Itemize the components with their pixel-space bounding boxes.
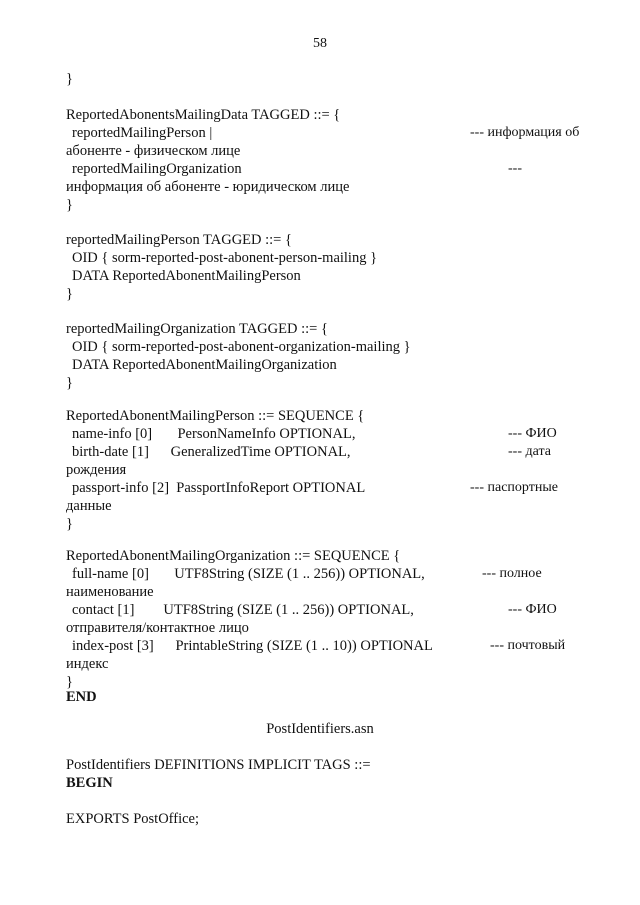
comment: --- информация об <box>470 125 580 140</box>
end-keyword: END <box>66 689 97 705</box>
comment-continuation: информация об абоненте - юридическом лице <box>66 179 350 195</box>
closing-brace: } <box>66 197 73 213</box>
closing-brace: } <box>66 286 73 302</box>
code-line: index-post [3] PrintableString (SIZE (1 .. 10)) OPTIONAL <box>72 638 433 654</box>
code-line: reportedMailingOrganization <box>72 161 242 177</box>
comment: --- <box>508 161 522 176</box>
code-line: full-name [0] UTF8String (SIZE (1 .. 256)) OPTIONAL, <box>72 566 425 582</box>
code-line: reportedMailingPerson | <box>72 125 213 141</box>
closing-brace: } <box>66 516 73 532</box>
comment-continuation: данные <box>66 498 112 514</box>
module-title: PostIdentifiers.asn <box>266 721 374 737</box>
type-definition-header: reportedMailingOrganization TAGGED ::= { <box>66 321 328 337</box>
code-line: OID { sorm-reported-post-abonent-person-mailing } <box>72 250 378 266</box>
code-line: OID { sorm-reported-post-abonent-organization-mailing } <box>72 339 411 355</box>
type-definition-header: reportedMailingPerson TAGGED ::= { <box>66 232 292 248</box>
comment: --- дата <box>508 444 551 459</box>
comment-continuation: абоненте - физическом лице <box>66 143 241 159</box>
code-line: contact [1] UTF8String (SIZE (1 .. 256)) OPTIONAL, <box>72 602 414 618</box>
closing-brace: } <box>66 674 73 690</box>
type-definition-header: ReportedAbonentsMailingData TAGGED ::= { <box>66 107 341 123</box>
comment: --- полное <box>482 566 542 581</box>
comment: --- паспортные <box>470 480 558 495</box>
comment-continuation: наименование <box>66 584 154 600</box>
code-line: DATA ReportedAbonentMailingPerson <box>72 268 301 284</box>
code-line: birth-date [1] GeneralizedTime OPTIONAL, <box>72 444 351 460</box>
begin-keyword: BEGIN <box>66 775 113 791</box>
comment: --- ФИО <box>508 426 557 441</box>
type-definition-header: ReportedAbonentMailingOrganization ::= SEQUENCE { <box>66 548 401 564</box>
page-number: 58 <box>313 36 327 51</box>
code-line: name-info [0] PersonNameInfo OPTIONAL, <box>72 426 356 442</box>
type-definition-header: ReportedAbonentMailingPerson ::= SEQUENCE { <box>66 408 365 424</box>
closing-brace: } <box>66 71 73 87</box>
module-definition: PostIdentifiers DEFINITIONS IMPLICIT TAGS ::= <box>66 757 371 773</box>
comment: --- почтовый <box>490 638 566 653</box>
comment: --- ФИО <box>508 602 557 617</box>
code-line: DATA ReportedAbonentMailingOrganization <box>72 357 337 373</box>
exports-statement: EXPORTS PostOffice; <box>66 811 199 827</box>
comment-continuation: отправителя/контактное лицо <box>66 620 249 636</box>
closing-brace: } <box>66 375 73 391</box>
code-line: passport-info [2] PassportInfoReport OPTIONAL <box>72 480 366 496</box>
comment-continuation: индекс <box>66 656 109 672</box>
comment-continuation: рождения <box>66 462 127 478</box>
